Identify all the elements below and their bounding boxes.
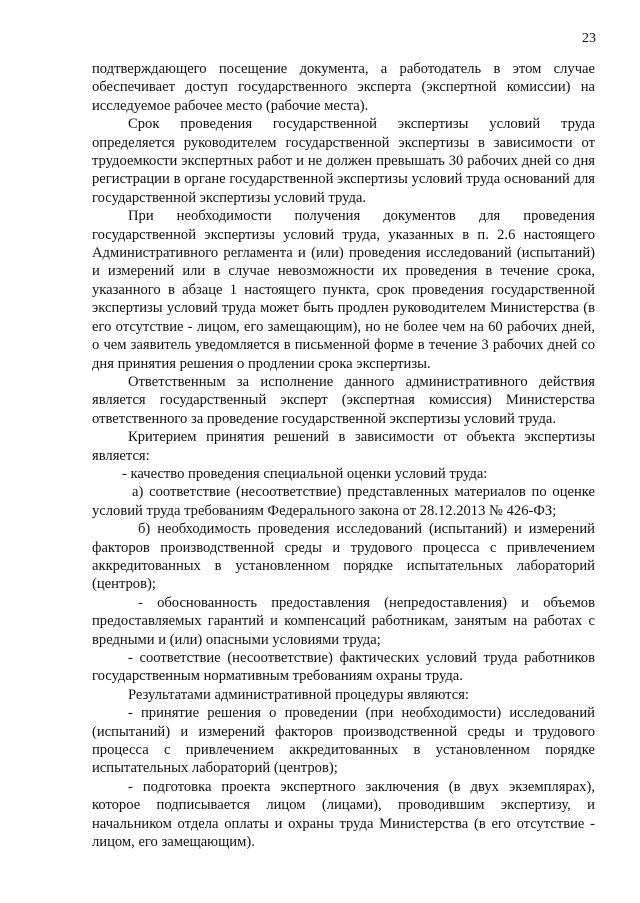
list-item-criterion-b: б) необходимость проведения исследований (испытаний) и измерений факторов производственной среды и трудового процесса с привлечением аккредитованных в установленном порядке испытательных лабораторий (центров); bbox=[92, 521, 595, 593]
list-item-conditions-compliance: - соответствие (несоответствие) фактических условий труда работников государственным нормативным требованиям охраны труда. bbox=[92, 650, 595, 685]
document-body bbox=[92, 60, 595, 851]
page-number: 23 bbox=[582, 31, 596, 46]
list-item-assessment-quality: - качество проведения специальной оценки условий труда: bbox=[122, 465, 488, 482]
paragraph-term-extension: При необходимости получения документов для проведения государственной экспертизы условий труда, указанных в п. 2.6 настоящего Административного регламента и (или) проведения исследований (испытаний) и измерений или в случае невозможности их проведения в течение срока, указанного в абзаце 1 настоящего пункта, срок проведения государственной экспертизы условий труда может быть продлен руководителем Министерства (в его отсутствие - лицом, его замещающим), но не более чем на 60 рабочих дней, о чем заявитель уведомляется в письменной форме в течение 3 рабочих дней со дня принятия решения о продлении срока экспертизы. bbox=[92, 208, 595, 372]
paragraph-criteria-intro: Критерием принятия решений в зависимости от объекта экспертизы является: bbox=[92, 429, 595, 464]
list-item-draft-conclusion: - подготовка проекта экспертного заключения (в двух экземплярах), которое подписывается лицом (лицами), проводившим экспертизу, и начальником отдела оплаты и охраны труда Министерства (в его отсутствие - лицом, его замещающим). bbox=[92, 778, 595, 851]
paragraph-responsible: Ответственным за исполнение данного административного действия является государственный эксперт (экспертная комиссия) Министерства ответственного за проведение государственной экспертизы условий труда. bbox=[92, 373, 595, 427]
paragraph-expertise-term: Срок проведения государственной экспертизы условий труда определяется руководителем государственной экспертизы в зависимости от трудоемкости экспертных работ и не должен превышать 30 рабочих дней со дня регистрации в органе государственной экспертизы условий труда оснований для государственной экспертизы условий труда. bbox=[92, 116, 595, 206]
list-item-criterion-a: а) соответствие (несоответствие) представленных материалов по оценке условий труда требованиям Федерального закона от 28.12.2013 № 426-ФЗ; bbox=[92, 484, 595, 519]
paragraph-document-access: подтверждающего посещение документа, а работодатель в этом случае обеспечивает доступ государственного эксперта (экспертной комиссии) на исследуемое рабочее место (рабочие места). bbox=[92, 61, 595, 114]
list-item-decision-measurements: - принятие решения о проведении (при необходимости) исследований (испытаний) и измерений факторов производственной среды и трудового процесса с привлечением аккредитованных в установленном порядке испытательных лабораторий (центров); bbox=[92, 705, 595, 777]
list-item-guarantees-validity: - обоснованность предоставления (непредоставления) и объемов предоставляемых гарантий и компенсаций работникам, занятым на работах с вредными и (или) опасными условиями труда; bbox=[92, 594, 595, 648]
paragraph-results-intro: Результатами административной процедуры являются: bbox=[128, 686, 469, 703]
